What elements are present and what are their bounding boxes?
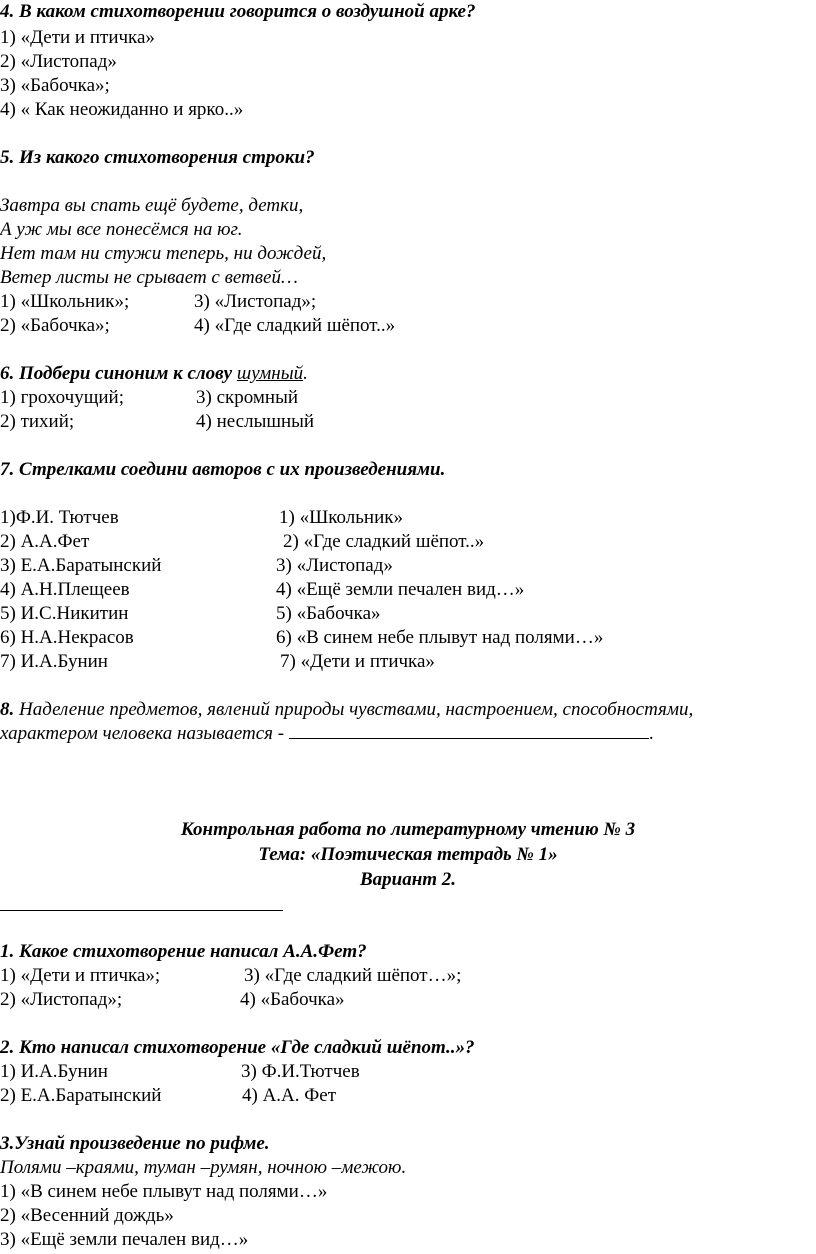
- q4-option-2: 2) «Листопад»: [0, 51, 117, 72]
- q7-work-2: 2) «Где сладкий шёпот..»: [283, 531, 485, 552]
- q8-text-1: Наделение предметов, явлений природы чувствами, настроением, способностями,: [14, 699, 694, 720]
- q6-option-4: 4) неслышный: [196, 411, 315, 432]
- q8-line-1: [0, 698, 693, 722]
- q8-number: 8.: [0, 699, 15, 720]
- q5-option-1: 1) «Школьник»;: [0, 291, 130, 312]
- v2q3-title: 3.Узнай произведение по рифме.: [0, 1133, 270, 1154]
- q5-option-4: 4) «Где сладкий шёпот..»: [194, 315, 396, 336]
- v2q1-option-3: 3) «Где сладкий шёпот…»;: [244, 965, 462, 986]
- q7-author-2: 2) А.А.Фет: [0, 531, 90, 552]
- v2q2-option-1: 1) И.А.Бунин: [0, 1061, 108, 1082]
- v2q1-option-1: 1) «Дети и птичка»;: [0, 965, 161, 986]
- v2q3-option-3: 3) «Ещё земли печален вид…»: [0, 1229, 249, 1250]
- q7-author-3: 3) Е.А.Баратынский: [0, 555, 162, 576]
- v2q1-title: 1. Какое стихотворение написал А.А.Фет?: [0, 941, 367, 962]
- q7-work-7: 7) «Дети и птичка»: [280, 651, 435, 672]
- q8-text-2: характером человека называется -: [0, 723, 289, 744]
- v2q3-option-1: 1) «В синем небе плывут над полями…»: [0, 1181, 328, 1202]
- q5-verse-1: Завтра вы спать ещё будете, детки,: [0, 195, 304, 216]
- v2q3-option-2: 2) «Весенний дождь»: [0, 1205, 174, 1226]
- v2q3-rhyme: Полями –краями, туман –румян, ночною –межою.: [0, 1157, 407, 1178]
- q6-word: шумный: [236, 363, 304, 384]
- divider-line: [0, 910, 283, 911]
- q5-verse-2: А уж мы все понесёмся на юг.: [0, 219, 243, 240]
- q5-verse-3: Нет там ни стужи теперь, ни дождей,: [0, 243, 327, 264]
- test-variant: Вариант 2.: [359, 869, 457, 890]
- q7-author-6: 6) Н.А.Некрасов: [0, 627, 134, 648]
- q7-work-3: 3) «Листопад»: [276, 555, 393, 576]
- v2q2-title: 2. Кто написал стихотворение «Где сладкий шёпот..»?: [0, 1037, 475, 1058]
- q7-work-1: 1) «Школьник»: [279, 507, 403, 528]
- q4-option-1: 1) «Дети и птичка»: [0, 27, 155, 48]
- q8-answer-blank[interactable]: [289, 722, 649, 739]
- q7-work-5: 5) «Бабочка»: [276, 603, 381, 624]
- q5-verse-4: Ветер листы не срывает с ветвей…: [0, 267, 298, 288]
- test-topic: Тема: «Поэтическая тетрадь № 1»: [258, 844, 558, 865]
- q7-author-1: 1)Ф.И. Тютчев: [0, 507, 119, 528]
- q4-title: 4. В каком стихотворении говорится о воздушной арке?: [0, 1, 476, 22]
- v2q2-option-3: 3) Ф.И.Тютчев: [241, 1061, 360, 1082]
- q7-author-5: 5) И.С.Никитин: [0, 603, 129, 624]
- q5-option-2: 2) «Бабочка»;: [0, 315, 110, 336]
- v2q2-option-4: 4) А.А. Фет: [242, 1085, 337, 1106]
- v2q1-option-2: 2) «Листопад»;: [0, 989, 123, 1010]
- q7-author-7: 7) И.А.Бунин: [0, 651, 108, 672]
- q6-option-1: 1) грохочущий;: [0, 387, 124, 408]
- q6-title: [0, 362, 308, 386]
- q6-option-3: 3) скромный: [196, 387, 299, 408]
- q5-option-3: 3) «Листопад»;: [194, 291, 317, 312]
- v2q2-option-2: 2) Е.А.Баратынский: [0, 1085, 162, 1106]
- q6-title-prefix: 6. Подбери синоним к слову: [0, 363, 237, 384]
- q7-work-4: 4) «Ещё земли печален вид…»: [276, 579, 525, 600]
- q6-option-2: 2) тихий;: [0, 411, 75, 432]
- test-title: Контрольная работа по литературному чтению № 3: [180, 819, 636, 840]
- q7-title: 7. Стрелками соедини авторов с их произведениями.: [0, 459, 446, 480]
- q7-work-6: 6) «В синем небе плывут над полями…»: [276, 627, 604, 648]
- q4-option-3: 3) «Бабочка»;: [0, 75, 110, 96]
- q8-line-2: [0, 722, 654, 746]
- q8-end: .: [648, 723, 654, 744]
- q7-author-4: 4) А.Н.Плещеев: [0, 579, 130, 600]
- q5-title: 5. Из какого стихотворения строки?: [0, 147, 315, 168]
- q4-option-4: 4) « Как неожиданно и ярко..»: [0, 99, 244, 120]
- q6-title-suffix: .: [303, 363, 308, 384]
- v2q1-option-4: 4) «Бабочка»: [240, 989, 345, 1010]
